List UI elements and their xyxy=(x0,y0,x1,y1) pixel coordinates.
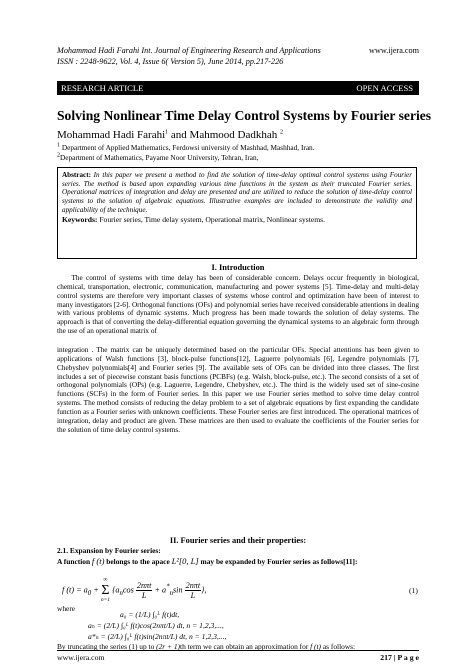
author-line xyxy=(57,129,283,141)
keywords xyxy=(62,216,412,225)
intro-paragraph-2: integration . The matrix can be uniquely determined based on the particular OFs. Special attentions has been given to applications of Walsh functions [3], block-pulse functions[12], Laguerre polynomials [6], Legendre polynomials [7], Chebyshev polynomials[4] and Fourier series [9]. The available sets of OFs can be divided into three classes. The first includes a set of piecewise constant basis functions (PCBFs) (e.g. Walsh, block-pulse, etc.). The second consists of a set of orthogonal polynomials (OPs) (e.g. Laguerre, Legendre, Chebyshev, etc.). The third is the widely used set of sine-cosine functions (SCFs) in the form of Fourier series. In this paper we use Fourier series method to solve time delay control systems. The method consists of reducing the delay problem to a set of algebraic equations by first expanding the candidate function as a Fourier series with unknown coefficients. These Fourier series are first introduced. The operational matrices of integration, delay and product are given. These matrices are then used to evaluate the coefficients of the Fourier series for the solution of time delay control systems. xyxy=(57,346,419,434)
eq1-cos: cos xyxy=(122,585,134,595)
eq1-star: * xyxy=(166,583,170,591)
statement-part-c: may be expanded by Fourier series as follows[11]: xyxy=(198,557,358,566)
abstract-box xyxy=(57,167,417,259)
page-number: 217 | P a g e xyxy=(380,653,419,662)
author-2: Mahmood Dadkhah xyxy=(189,129,278,141)
eq1-lhs: f (t) = a xyxy=(62,585,88,595)
intro-paragraph-1 xyxy=(57,274,419,338)
author-1-sup: 1 xyxy=(165,129,169,136)
subsection-heading: 2.1. Expansion by Fourier series: xyxy=(57,546,161,555)
equation-number-1: (1) xyxy=(409,586,418,595)
journal-header xyxy=(57,46,419,56)
affiliation-2 xyxy=(57,153,258,162)
keywords-text: Fourier series, Time delay system, Operational matrix, Nonlinear systems. xyxy=(97,214,326,224)
eq1-plus-2: + a xyxy=(154,585,167,595)
fourier-series-equation xyxy=(62,577,207,604)
footer-divider xyxy=(57,650,419,651)
abstract-label: Abstract: xyxy=(62,171,91,179)
statement-part-b: belongs to the apace xyxy=(104,557,172,566)
eq1-sin-fraction xyxy=(185,581,202,600)
statement-function: f (t) xyxy=(91,556,105,566)
issn-line: ISSN : 2248-9622, Vol. 4, Issue 6( Version 5), June 2014, pp.217-226 xyxy=(57,57,284,66)
intro-paragraph-1-text: The control of systems with time delay has been of considerable concern. Delays occur frequently in biological, chemical, transportation, electronic, communication, manufacturing and power systems [5]. Time-delay and multi-delay control systems are therefore very important classes of systems whose control and optimization have been of interest to many investigators [2-6]. Orthogonal functions (OFs) and polynomial series have received considerable attentions in dealing with various problems of dynamic systems. Much progress has been made towards the solution of delay systems. The approach is that of converting the delay-differential equation governing the dynamical systems to an algebraic form through the use of an operational matrix of xyxy=(57,274,419,336)
research-article-label: RESEARCH ARTICLE xyxy=(61,83,144,93)
eq1-cos-den: L xyxy=(141,591,147,600)
eq-bn: a*ₙ = (2/L) ∫₀ᴸ f(t)sin(2nπt/L) dt, n = 1,2,3,..., xyxy=(88,632,227,641)
affiliation-2-text: Department of Mathematics, Payame Noor University, Tehran, Iran, xyxy=(60,153,259,162)
author-1: Mohammad Hadi Farahi xyxy=(57,129,166,141)
function-statement xyxy=(57,556,357,566)
eq1-terms: {a xyxy=(112,585,120,595)
affiliation-1 xyxy=(57,143,315,152)
trunc-part-a: By truncating the series (1) up to xyxy=(57,642,157,651)
journal-citation: Mohammad Hadi Farahi Int. Journal of Engineering Research and Applications xyxy=(57,46,321,55)
eq1-sin-den: L xyxy=(190,591,196,600)
abstract xyxy=(62,171,412,215)
eq1-plus: + xyxy=(91,585,101,595)
author-and: and xyxy=(168,129,190,141)
eq1-sub0: 0 xyxy=(87,590,92,598)
affiliation-1-sup: 1 xyxy=(57,142,60,149)
statement-part-a: A function xyxy=(57,557,92,566)
eq1-sum-bottom: n=1 xyxy=(100,597,111,603)
paper-title: Solving Nonlinear Time Delay Control Systems by Fourier series xyxy=(57,108,432,123)
eq1-sum-sign: Σ xyxy=(101,583,110,598)
eq-a0: a₀ = (1/L) ∫₀ᴸ f(t)dt, xyxy=(120,610,180,619)
footer-url[interactable]: www.ijera.com xyxy=(57,653,105,662)
eq1-close: }, xyxy=(201,585,207,595)
abstract-text: In this paper we present a method to find the solution of time-delay optimal control systems using Fourier series. The method is based upon expanding various time functions in the system as their truncated Fourier series. Operational matrices of integration and delay are presented and are utilized to reduce the solution of time-delay control systems to the solution of algebraic equations. Illustrative examples are included to demonstrate the validity and applicability of the technique. xyxy=(62,171,412,214)
trunc-function: f (t) xyxy=(310,642,322,651)
eq1-sub-n2: n xyxy=(169,590,173,598)
author-2-sup: 2 xyxy=(279,129,283,136)
section-heading-introduction: I. Introduction xyxy=(211,263,265,272)
section-heading-fourier: II. Fourier series and their properties: xyxy=(169,536,307,545)
keywords-label: Keywords: xyxy=(62,214,98,224)
affiliation-1-text: Department of Applied Mathematics, Ferdowsi university of Mashhad, Mashhad, Iran. xyxy=(60,143,315,152)
article-type-band xyxy=(57,81,419,95)
where-label: where xyxy=(57,604,76,613)
eq1-sum-top: ∞ xyxy=(103,577,108,583)
affiliation-2-sup: 2 xyxy=(57,152,60,159)
open-access-label: OPEN ACCESS xyxy=(356,83,413,93)
eq1-summation xyxy=(101,577,110,604)
eq1-sin-num: 2nπt xyxy=(185,581,201,590)
eq-an: aₙ = (2/L) ∫₀ᴸ f(t)cos(2nπt/L) dt, n = 1,2,3,..., xyxy=(88,621,224,630)
eq1-cos-num: 2nπt xyxy=(136,581,152,590)
statement-space: L²[0, L] xyxy=(171,556,199,566)
eq1-sin: sin xyxy=(172,585,183,595)
trunc-term: (2r + 1) xyxy=(156,642,181,651)
journal-url[interactable]: www.ijera.com xyxy=(369,46,419,55)
trunc-part-b: th term we can obtain an approximation for xyxy=(180,642,311,651)
trunc-part-c: as follows: xyxy=(321,642,356,651)
eq1-sub-n: n xyxy=(119,590,123,598)
eq1-cos-fraction xyxy=(136,581,153,600)
